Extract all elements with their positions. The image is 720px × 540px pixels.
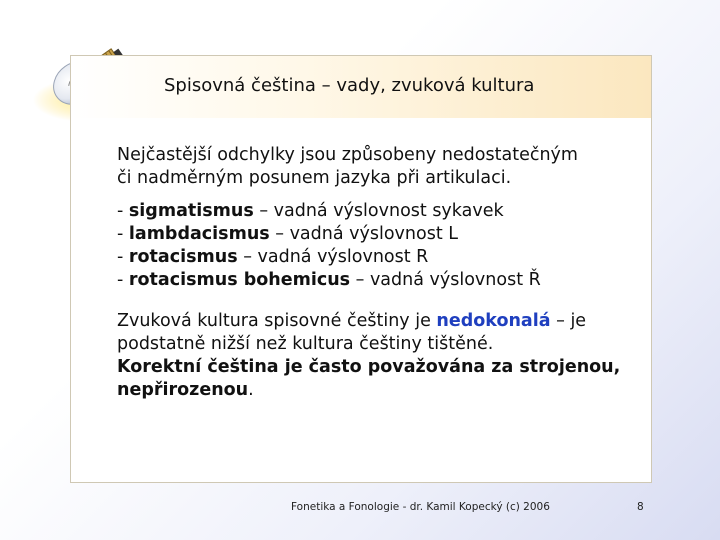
- intro-paragraph: [117, 144, 637, 190]
- intro-line-1: Nejčastější odchylky jsou způsobeny nedostatečným: [117, 145, 578, 165]
- list-item: - rotacismus – vadná výslovnost R: [117, 247, 429, 267]
- list-item: - sigmatismus – vadná výslovnost sykavek: [117, 201, 504, 221]
- list-term: rotacismus: [128, 247, 238, 267]
- slide-frame: [70, 55, 652, 513]
- list-term: sigmatismus: [128, 201, 254, 221]
- highlight-word: nedokonalá: [436, 311, 551, 331]
- page-number: 8: [637, 501, 644, 513]
- list-term: lambdacismus: [128, 224, 270, 244]
- list-item: - rotacismus bohemicus – vadná výslovnost Ř: [117, 270, 541, 290]
- footer-text: Fonetika a Fonologie - dr. Kamil Kopecký (c) 2006: [291, 501, 550, 513]
- culture-paragraph: [117, 310, 637, 402]
- culture-bold-line-1: Korektní čeština je často považována za strojenou,: [117, 357, 621, 377]
- culture-bold-line-2: nepřirozenou.: [117, 380, 254, 400]
- list-term: rotacismus bohemicus: [128, 270, 351, 290]
- slide-content: [117, 144, 637, 412]
- defect-list: [117, 200, 637, 292]
- slide-title: Spisovná čeština – vady, zvuková kultura: [164, 75, 535, 96]
- culture-line-1: Zvuková kultura spisovné češtiny je nedokonalá – je: [117, 311, 587, 331]
- intro-line-2: či nadměrným posunem jazyka při artikulaci.: [117, 168, 512, 188]
- culture-line-2: podstatně nižší než kultura češtiny tištěné.: [117, 334, 494, 354]
- list-item: - lambdacismus – vadná výslovnost L: [117, 224, 458, 244]
